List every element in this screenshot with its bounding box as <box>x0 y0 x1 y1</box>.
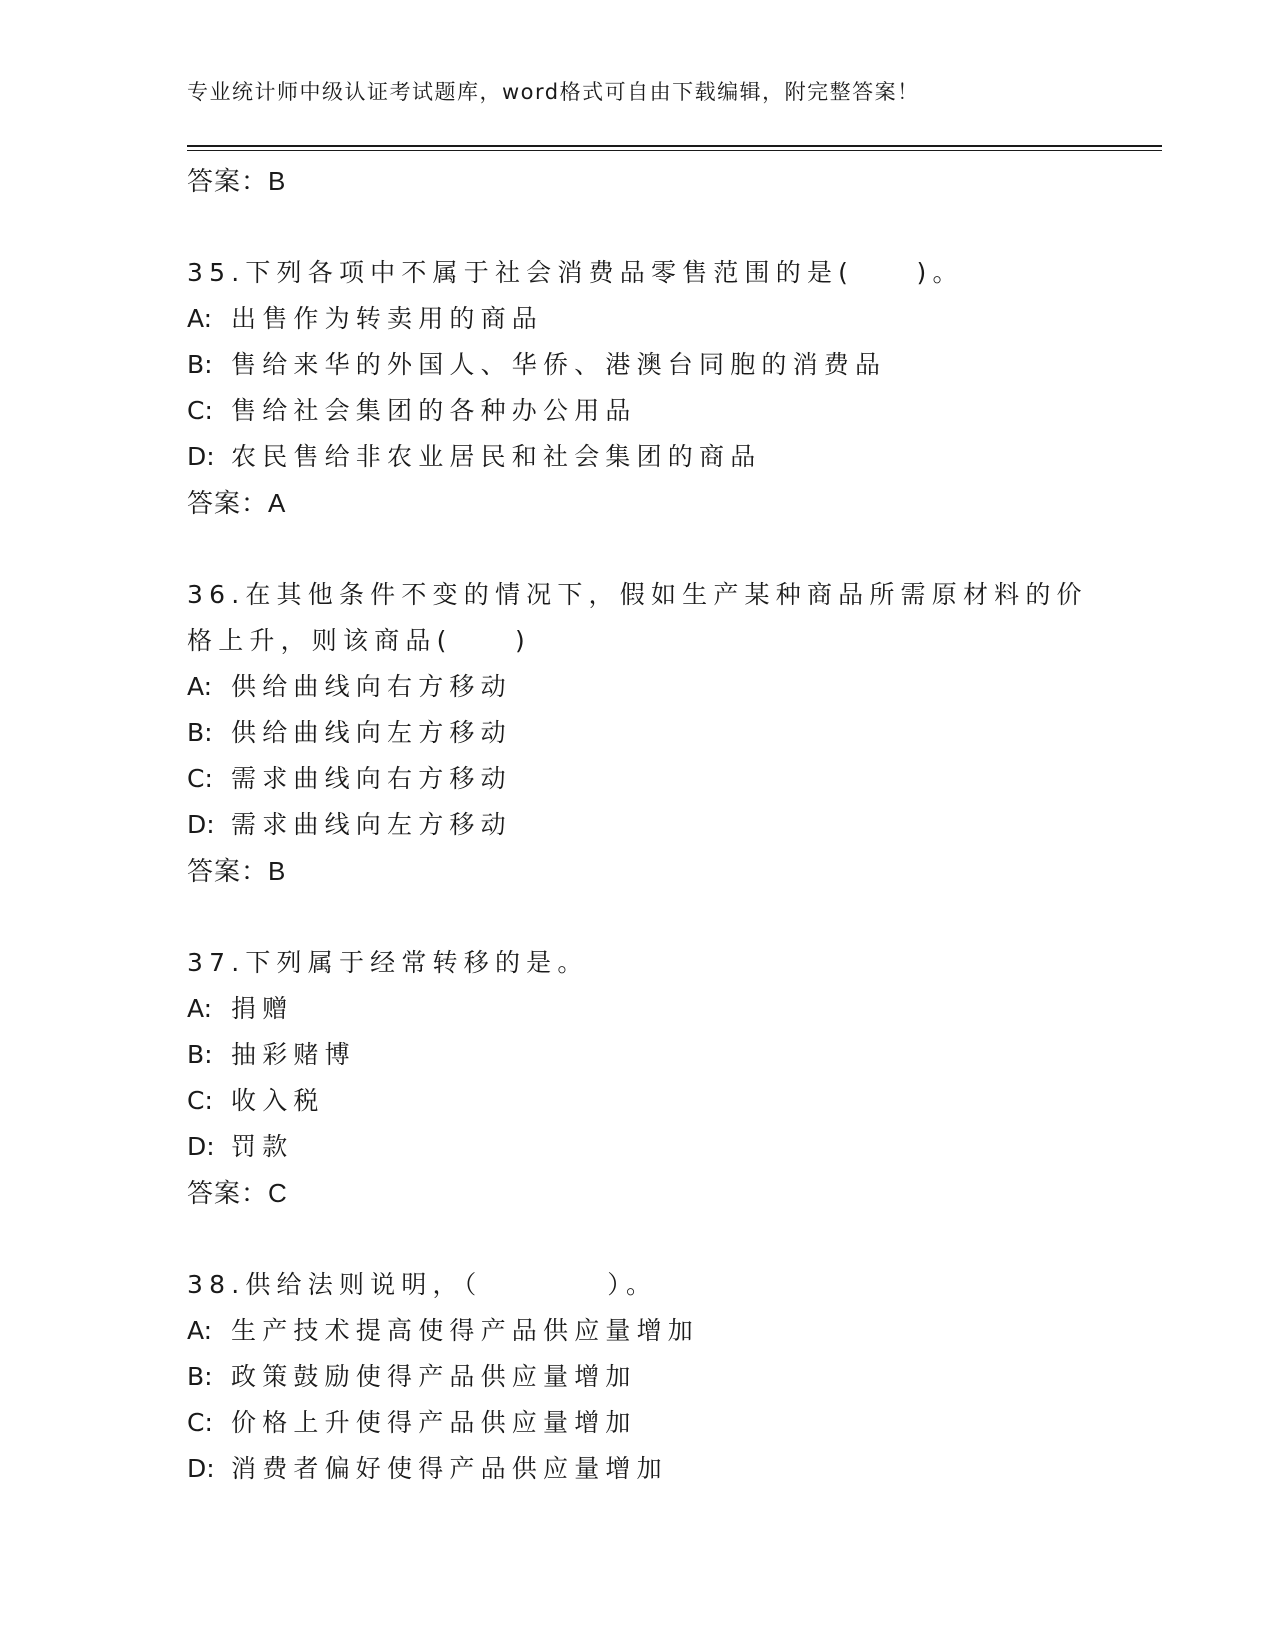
option-letter: D: <box>187 1132 215 1161</box>
question-stem: 38.供给法则说明，（ ）。 <box>187 1270 658 1299</box>
question-list <box>187 158 1117 1492</box>
option-a <box>187 664 1117 710</box>
option-d <box>187 434 1117 480</box>
option-a <box>187 1308 1117 1354</box>
option-text: 政策鼓励使得产品供应量增加 <box>231 1362 637 1391</box>
option-letter: B: <box>187 350 213 379</box>
option-letter: D: <box>187 1454 215 1483</box>
option-letter: B: <box>187 718 213 747</box>
option-b <box>187 1032 1117 1078</box>
option-text: 抽彩赌博 <box>231 1040 356 1069</box>
option-b <box>187 342 1117 388</box>
option-text: 供给曲线向右方移动 <box>231 672 512 701</box>
question-stem: 37.下列属于经常转移的是。 <box>187 948 589 977</box>
header-divider <box>187 145 1162 151</box>
option-letter: C: <box>187 396 213 425</box>
answer-line: 答案：B <box>187 856 287 886</box>
option-d <box>187 1124 1117 1170</box>
option-text: 罚款 <box>231 1132 294 1161</box>
option-text: 捐赠 <box>231 994 294 1023</box>
option-letter: A: <box>187 994 213 1023</box>
option-c <box>187 1400 1117 1446</box>
option-c <box>187 756 1117 802</box>
answer-line: 答案：C <box>187 1178 288 1208</box>
option-c <box>187 1078 1117 1124</box>
option-letter: A: <box>187 1316 213 1345</box>
option-text: 供给曲线向左方移动 <box>231 718 512 747</box>
option-letter: B: <box>187 1362 213 1391</box>
option-letter: C: <box>187 764 213 793</box>
option-text: 售给来华的外国人、华侨、港澳台同胞的消费品 <box>231 350 887 379</box>
option-c <box>187 388 1117 434</box>
option-text: 收入税 <box>231 1086 325 1115</box>
option-b <box>187 710 1117 756</box>
option-text: 农民售给非农业居民和社会集团的商品 <box>231 442 762 471</box>
option-text: 需求曲线向右方移动 <box>231 764 512 793</box>
option-text: 价格上升使得产品供应量增加 <box>231 1408 637 1437</box>
option-b <box>187 1354 1117 1400</box>
option-d <box>187 802 1117 848</box>
option-text: 出售作为转卖用的商品 <box>231 304 544 333</box>
option-letter: A: <box>187 304 213 333</box>
answer-line: 答案：B <box>187 166 287 196</box>
option-letter: C: <box>187 1086 213 1115</box>
option-text: 售给社会集团的各种办公用品 <box>231 396 637 425</box>
option-a <box>187 296 1117 342</box>
option-text: 消费者偏好使得产品供应量增加 <box>231 1454 668 1483</box>
option-letter: D: <box>187 442 215 471</box>
question-36 <box>187 572 1117 894</box>
option-d <box>187 1446 1117 1492</box>
option-letter: C: <box>187 1408 213 1437</box>
option-letter: B: <box>187 1040 213 1069</box>
question-stem: 36.在其他条件不变的情况下，假如生产某种商品所需原材料的价格上升，则该商品( ) <box>187 580 1088 655</box>
page-header: 专业统计师中级认证考试题库，word格式可自由下载编辑，附完整答案！ <box>187 80 920 104</box>
question-38 <box>187 1262 1117 1492</box>
question-stem: 35.下列各项中不属于社会消费品零售范围的是( )。 <box>187 258 964 287</box>
option-text: 需求曲线向左方移动 <box>231 810 512 839</box>
option-a <box>187 986 1117 1032</box>
option-text: 生产技术提高使得产品供应量增加 <box>231 1316 700 1345</box>
question-35 <box>187 250 1117 526</box>
option-letter: D: <box>187 810 215 839</box>
question-37 <box>187 940 1117 1216</box>
answer-line: 答案：A <box>187 488 287 518</box>
option-letter: A: <box>187 672 213 701</box>
